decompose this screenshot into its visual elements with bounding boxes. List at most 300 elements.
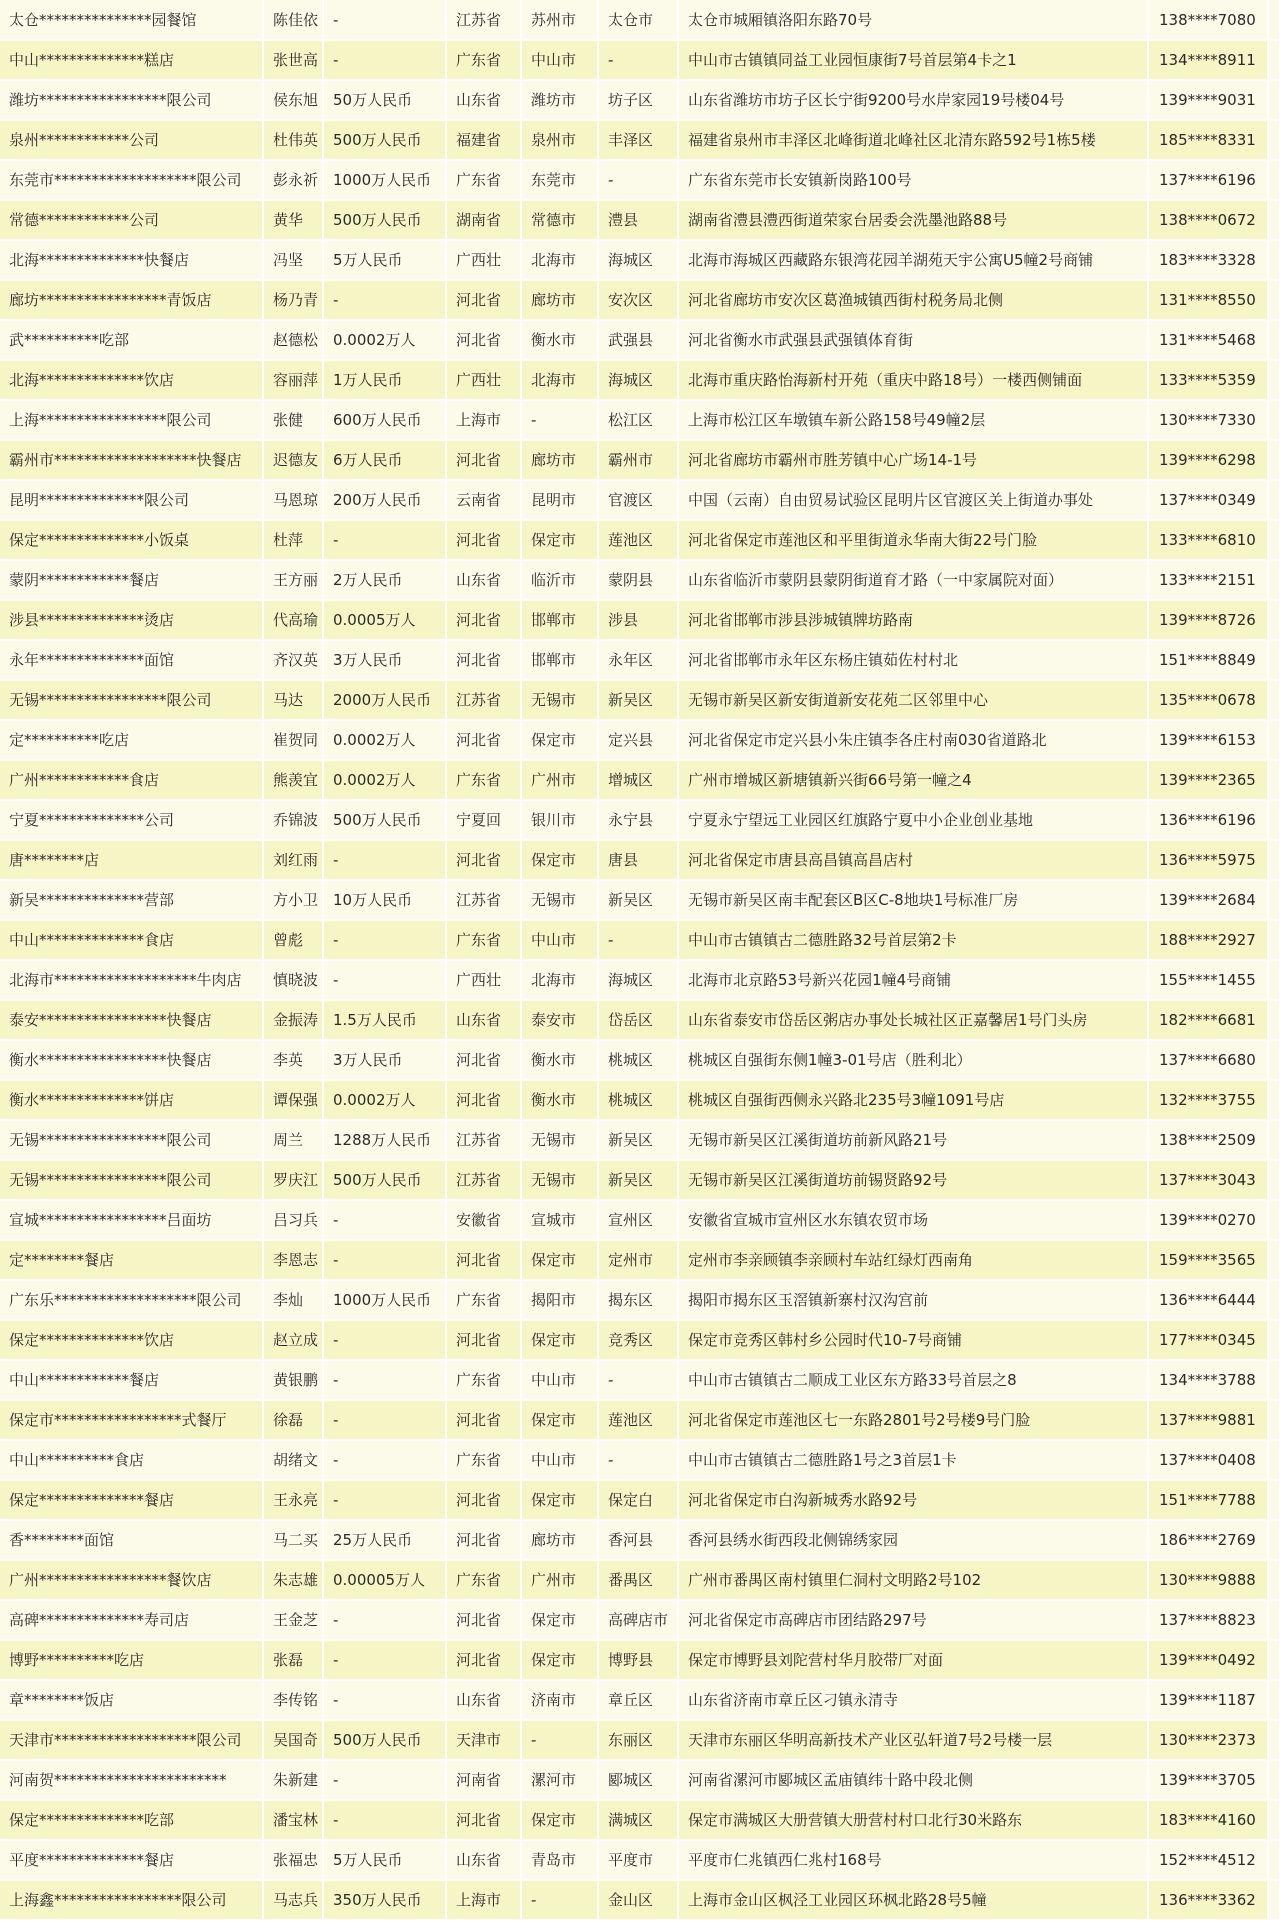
registered-capital-cell: 0.0005万人 xyxy=(323,600,446,640)
district-cell: 海城区 xyxy=(598,960,678,1000)
company-name-cell: 泰安*****************快餐店 xyxy=(0,1000,263,1040)
address-cell: 桃城区自强街西侧永兴路北235号3幢1091号店 xyxy=(678,1080,1148,1120)
registered-capital-cell: - xyxy=(323,0,446,40)
address-cell: 北海市北京路53号新兴花园1幢4号商铺 xyxy=(678,960,1148,1000)
address-cell: 中山市古镇镇古二德胜路32号首层第2卡 xyxy=(678,920,1148,960)
phone-cell: 139****9031 xyxy=(1148,80,1268,120)
address-cell: 中山市古镇镇同益工业园恒康街7号首层第4卡之1 xyxy=(678,40,1148,80)
city-cell: 北海市 xyxy=(521,960,598,1000)
table-row xyxy=(0,640,1280,680)
row-spacer xyxy=(1268,400,1280,440)
row-spacer xyxy=(1268,1040,1280,1080)
phone-cell: 139****0270 xyxy=(1148,1200,1268,1240)
address-cell: 北海市海城区西藏路东银湾花园羊湖苑天宇公寓U5幢2号商铺 xyxy=(678,240,1148,280)
registered-capital-cell: 0.0002万人 xyxy=(323,1080,446,1120)
province-cell: 山东省 xyxy=(446,1840,521,1880)
phone-cell: 139****8726 xyxy=(1148,600,1268,640)
phone-cell: 139****1187 xyxy=(1148,1680,1268,1720)
district-cell: 新吴区 xyxy=(598,1160,678,1200)
contact-name-cell: 冯坚 xyxy=(263,240,323,280)
row-spacer xyxy=(1268,880,1280,920)
contact-name-cell: 马志兵 xyxy=(263,1880,323,1920)
phone-cell: 133****6810 xyxy=(1148,520,1268,560)
phone-cell: 137****0408 xyxy=(1148,1440,1268,1480)
address-cell: 河北省保定市莲池区和平里街道永华南大街22号门脸 xyxy=(678,520,1148,560)
company-name-cell: 北海**************快餐店 xyxy=(0,240,263,280)
company-name-cell: 保定**************饮店 xyxy=(0,1320,263,1360)
table-row xyxy=(0,0,1280,40)
contact-name-cell: 张世高 xyxy=(263,40,323,80)
city-cell: 保定市 xyxy=(521,1320,598,1360)
contact-name-cell: 乔锦波 xyxy=(263,800,323,840)
table-row xyxy=(0,1320,1280,1360)
row-spacer xyxy=(1268,1600,1280,1640)
registered-capital-cell: - xyxy=(323,520,446,560)
address-cell: 山东省济南市章丘区刁镇永清寺 xyxy=(678,1680,1148,1720)
table-row xyxy=(0,1240,1280,1280)
company-name-cell: 潍坊*****************限公司 xyxy=(0,80,263,120)
city-cell: 青岛市 xyxy=(521,1840,598,1880)
city-cell: 衡水市 xyxy=(521,1040,598,1080)
contact-name-cell: 王方丽 xyxy=(263,560,323,600)
address-cell: 河北省邯郸市永年区东杨庄镇茹佐村村北 xyxy=(678,640,1148,680)
province-cell: 河北省 xyxy=(446,640,521,680)
contact-name-cell: 慎晓波 xyxy=(263,960,323,1000)
city-cell: 邯郸市 xyxy=(521,640,598,680)
city-cell: 保定市 xyxy=(521,1240,598,1280)
city-cell: 东莞市 xyxy=(521,160,598,200)
contact-name-cell: 潘宝林 xyxy=(263,1800,323,1840)
registered-capital-cell: - xyxy=(323,1640,446,1680)
contact-name-cell: 吕习兵 xyxy=(263,1200,323,1240)
province-cell: 河北省 xyxy=(446,320,521,360)
company-name-cell: 上海*****************限公司 xyxy=(0,400,263,440)
company-name-cell: 东莞市*******************限公司 xyxy=(0,160,263,200)
company-name-cell: 廊坊*****************青饭店 xyxy=(0,280,263,320)
company-name-cell: 广东乐*******************限公司 xyxy=(0,1280,263,1320)
row-spacer xyxy=(1268,920,1280,960)
province-cell: 安徽省 xyxy=(446,1200,521,1240)
phone-cell: 136****6444 xyxy=(1148,1280,1268,1320)
row-spacer xyxy=(1268,1680,1280,1720)
registered-capital-cell: 0.00005万人 xyxy=(323,1560,446,1600)
province-cell: 福建省 xyxy=(446,120,521,160)
company-name-cell: 章********饭店 xyxy=(0,1680,263,1720)
row-spacer xyxy=(1268,120,1280,160)
registered-capital-cell: 500万人民币 xyxy=(323,120,446,160)
address-cell: 保定市满城区大册营镇大册营村村口北行30米路东 xyxy=(678,1800,1148,1840)
table-row xyxy=(0,920,1280,960)
province-cell: 河北省 xyxy=(446,520,521,560)
district-cell: 定州市 xyxy=(598,1240,678,1280)
address-cell: 中山市古镇镇古二顺成工业区东方路33号首层之8 xyxy=(678,1360,1148,1400)
registered-capital-cell: - xyxy=(323,1480,446,1520)
province-cell: 江苏省 xyxy=(446,0,521,40)
city-cell: 保定市 xyxy=(521,1480,598,1520)
city-cell: 保定市 xyxy=(521,1640,598,1680)
district-cell: 丰泽区 xyxy=(598,120,678,160)
phone-cell: 139****2684 xyxy=(1148,880,1268,920)
contact-name-cell: 李灿 xyxy=(263,1280,323,1320)
row-spacer xyxy=(1268,360,1280,400)
contact-name-cell: 容丽萍 xyxy=(263,360,323,400)
company-name-cell: 永年**************面馆 xyxy=(0,640,263,680)
contact-name-cell: 金振涛 xyxy=(263,1000,323,1040)
row-spacer xyxy=(1268,80,1280,120)
province-cell: 江苏省 xyxy=(446,1160,521,1200)
province-cell: 江苏省 xyxy=(446,1120,521,1160)
phone-cell: 188****2927 xyxy=(1148,920,1268,960)
province-cell: 上海市 xyxy=(446,400,521,440)
district-cell: 番禺区 xyxy=(598,1560,678,1600)
city-cell: 昆明市 xyxy=(521,480,598,520)
registered-capital-cell: - xyxy=(323,1400,446,1440)
company-name-cell: 天津市*******************限公司 xyxy=(0,1720,263,1760)
table-row xyxy=(0,1480,1280,1520)
district-cell: 永宁县 xyxy=(598,800,678,840)
city-cell: 潍坊市 xyxy=(521,80,598,120)
table-row xyxy=(0,1440,1280,1480)
contact-name-cell: 周兰 xyxy=(263,1120,323,1160)
registered-capital-cell: 1万人民币 xyxy=(323,360,446,400)
company-name-cell: 中山**********食店 xyxy=(0,1440,263,1480)
company-name-cell: 唐********店 xyxy=(0,840,263,880)
row-spacer xyxy=(1268,600,1280,640)
row-spacer xyxy=(1268,960,1280,1000)
contact-name-cell: 赵立成 xyxy=(263,1320,323,1360)
address-cell: 河北省保定市唐县高昌镇高昌店村 xyxy=(678,840,1148,880)
contact-name-cell: 张福忠 xyxy=(263,1840,323,1880)
district-cell: 蒙阴县 xyxy=(598,560,678,600)
registered-capital-cell: 1000万人民币 xyxy=(323,160,446,200)
table-row xyxy=(0,520,1280,560)
address-cell: 河北省保定市莲池区七一东路2801号2号楼9号门脸 xyxy=(678,1400,1148,1440)
company-name-cell: 广州*****************餐饮店 xyxy=(0,1560,263,1600)
phone-cell: 138****2509 xyxy=(1148,1120,1268,1160)
city-cell: 保定市 xyxy=(521,520,598,560)
registered-capital-cell: 500万人民币 xyxy=(323,1160,446,1200)
district-cell: 增城区 xyxy=(598,760,678,800)
city-cell: 廊坊市 xyxy=(521,440,598,480)
table-row xyxy=(0,1760,1280,1800)
address-cell: 天津市东丽区华明高新技术产业区弘轩道7号2号楼一层 xyxy=(678,1720,1148,1760)
row-spacer xyxy=(1268,1800,1280,1840)
address-cell: 湖南省澧县澧西街道荣家台居委会洗墨池路88号 xyxy=(678,200,1148,240)
district-cell: 新吴区 xyxy=(598,880,678,920)
district-cell: 宣州区 xyxy=(598,1200,678,1240)
table-row xyxy=(0,1720,1280,1760)
province-cell: 广东省 xyxy=(446,1360,521,1400)
city-cell: 保定市 xyxy=(521,840,598,880)
table-row xyxy=(0,1840,1280,1880)
city-cell: 保定市 xyxy=(521,720,598,760)
contact-name-cell: 杜萍 xyxy=(263,520,323,560)
district-cell: 定兴县 xyxy=(598,720,678,760)
province-cell: 河北省 xyxy=(446,1640,521,1680)
district-cell: 高碑店市 xyxy=(598,1600,678,1640)
address-cell: 河北省廊坊市安次区葛渔城镇西街村税务局北侧 xyxy=(678,280,1148,320)
table-row xyxy=(0,240,1280,280)
address-cell: 平度市仁兆镇西仁兆村168号 xyxy=(678,1840,1148,1880)
table-row xyxy=(0,1600,1280,1640)
phone-cell: 139****0492 xyxy=(1148,1640,1268,1680)
phone-cell: 133****5359 xyxy=(1148,360,1268,400)
contact-name-cell: 方小卫 xyxy=(263,880,323,920)
district-cell: 香河县 xyxy=(598,1520,678,1560)
contact-name-cell: 张磊 xyxy=(263,1640,323,1680)
row-spacer xyxy=(1268,160,1280,200)
phone-cell: 130****9888 xyxy=(1148,1560,1268,1600)
table-row xyxy=(0,1360,1280,1400)
phone-cell: 155****1455 xyxy=(1148,960,1268,1000)
city-cell: 中山市 xyxy=(521,40,598,80)
contact-name-cell: 罗庆江 xyxy=(263,1160,323,1200)
company-name-cell: 广州************食店 xyxy=(0,760,263,800)
city-cell: 常德市 xyxy=(521,200,598,240)
contact-name-cell: 马二买 xyxy=(263,1520,323,1560)
contact-name-cell: 王永亮 xyxy=(263,1480,323,1520)
row-spacer xyxy=(1268,1720,1280,1760)
province-cell: 宁夏回 xyxy=(446,800,521,840)
table-row xyxy=(0,400,1280,440)
row-spacer xyxy=(1268,640,1280,680)
phone-cell: 183****4160 xyxy=(1148,1800,1268,1840)
province-cell: 天津市 xyxy=(446,1720,521,1760)
row-spacer xyxy=(1268,480,1280,520)
phone-cell: 133****2151 xyxy=(1148,560,1268,600)
contact-name-cell: 张健 xyxy=(263,400,323,440)
table-row xyxy=(0,840,1280,880)
row-spacer xyxy=(1268,440,1280,480)
phone-cell: 177****0345 xyxy=(1148,1320,1268,1360)
address-cell: 中国（云南）自由贸易试验区昆明片区官渡区关上街道办事处 xyxy=(678,480,1148,520)
address-cell: 北海市重庆路怡海新村开苑（重庆中路18号）一楼西侧铺面 xyxy=(678,360,1148,400)
district-cell: 揭东区 xyxy=(598,1280,678,1320)
contact-name-cell: 胡绪文 xyxy=(263,1440,323,1480)
address-cell: 山东省潍坊市坊子区长宁街9200号水岸家园19号楼04号 xyxy=(678,80,1148,120)
row-spacer xyxy=(1268,40,1280,80)
registered-capital-cell: 5万人民币 xyxy=(323,240,446,280)
registered-capital-cell: - xyxy=(323,1240,446,1280)
address-cell: 保定市竞秀区韩村乡公园时代10-7号商铺 xyxy=(678,1320,1148,1360)
contact-name-cell: 曾彪 xyxy=(263,920,323,960)
city-cell: 银川市 xyxy=(521,800,598,840)
district-cell: 莲池区 xyxy=(598,520,678,560)
company-name-cell: 涉县**************烫店 xyxy=(0,600,263,640)
registered-capital-cell: 1288万人民币 xyxy=(323,1120,446,1160)
company-name-cell: 保定市*****************式餐厅 xyxy=(0,1400,263,1440)
city-cell: 泉州市 xyxy=(521,120,598,160)
phone-cell: 139****3705 xyxy=(1148,1760,1268,1800)
row-spacer xyxy=(1268,1000,1280,1040)
contact-name-cell: 刘红雨 xyxy=(263,840,323,880)
address-cell: 上海市松江区车墩镇车新公路158号49幢2层 xyxy=(678,400,1148,440)
registered-capital-cell: - xyxy=(323,280,446,320)
city-cell: 无锡市 xyxy=(521,880,598,920)
phone-cell: 183****3328 xyxy=(1148,240,1268,280)
table-row xyxy=(0,320,1280,360)
city-cell: 保定市 xyxy=(521,1400,598,1440)
district-cell: 郾城区 xyxy=(598,1760,678,1800)
table-row xyxy=(0,480,1280,520)
registered-capital-cell: 350万人民币 xyxy=(323,1880,446,1920)
city-cell: 广州市 xyxy=(521,760,598,800)
phone-cell: 132****3755 xyxy=(1148,1080,1268,1120)
row-spacer xyxy=(1268,200,1280,240)
city-cell: 济南市 xyxy=(521,1680,598,1720)
table-row xyxy=(0,1120,1280,1160)
row-spacer xyxy=(1268,1840,1280,1880)
registered-capital-cell: - xyxy=(323,1200,446,1240)
contact-name-cell: 王金芝 xyxy=(263,1600,323,1640)
city-cell: 邯郸市 xyxy=(521,600,598,640)
phone-cell: 136****6196 xyxy=(1148,800,1268,840)
contact-name-cell: 朱志雄 xyxy=(263,1560,323,1600)
contact-name-cell: 齐汉英 xyxy=(263,640,323,680)
registered-capital-cell: 0.0002万人 xyxy=(323,760,446,800)
district-cell: 平度市 xyxy=(598,1840,678,1880)
province-cell: 广东省 xyxy=(446,920,521,960)
district-cell: 永年区 xyxy=(598,640,678,680)
province-cell: 河北省 xyxy=(446,1240,521,1280)
province-cell: 河北省 xyxy=(446,1080,521,1120)
row-spacer xyxy=(1268,800,1280,840)
province-cell: 河北省 xyxy=(446,440,521,480)
registered-capital-cell: 0.0002万人 xyxy=(323,720,446,760)
row-spacer xyxy=(1268,1440,1280,1480)
registered-capital-cell: - xyxy=(323,1360,446,1400)
company-name-cell: 中山**************食店 xyxy=(0,920,263,960)
company-name-cell: 无锡*****************限公司 xyxy=(0,680,263,720)
phone-cell: 182****6681 xyxy=(1148,1000,1268,1040)
contact-name-cell: 迟德友 xyxy=(263,440,323,480)
city-cell: 保定市 xyxy=(521,1800,598,1840)
city-cell: - xyxy=(521,400,598,440)
address-cell: 无锡市新吴区江溪街道坊前新风路21号 xyxy=(678,1120,1148,1160)
province-cell: 山东省 xyxy=(446,560,521,600)
registered-capital-cell: - xyxy=(323,1800,446,1840)
phone-cell: 152****4512 xyxy=(1148,1840,1268,1880)
row-spacer xyxy=(1268,1560,1280,1600)
company-name-cell: 宣城*****************吕面坊 xyxy=(0,1200,263,1240)
row-spacer xyxy=(1268,1640,1280,1680)
province-cell: 广东省 xyxy=(446,760,521,800)
phone-cell: 186****2769 xyxy=(1148,1520,1268,1560)
row-spacer xyxy=(1268,720,1280,760)
registered-capital-cell: 500万人民币 xyxy=(323,1720,446,1760)
province-cell: 江苏省 xyxy=(446,680,521,720)
address-cell: 河北省保定市定兴县小朱庄镇李各庄村南030省道路北 xyxy=(678,720,1148,760)
province-cell: 湖南省 xyxy=(446,200,521,240)
row-spacer xyxy=(1268,0,1280,40)
city-cell: 无锡市 xyxy=(521,680,598,720)
registered-capital-cell: 2000万人民币 xyxy=(323,680,446,720)
table-row xyxy=(0,720,1280,760)
table-row xyxy=(0,160,1280,200)
district-cell: - xyxy=(598,1360,678,1400)
registered-capital-cell: 200万人民币 xyxy=(323,480,446,520)
registered-capital-cell: 0.0002万人 xyxy=(323,320,446,360)
registered-capital-cell: - xyxy=(323,960,446,1000)
table-row xyxy=(0,280,1280,320)
registered-capital-cell: 1.5万人民币 xyxy=(323,1000,446,1040)
registered-capital-cell: - xyxy=(323,1680,446,1720)
province-cell: 河北省 xyxy=(446,1600,521,1640)
row-spacer xyxy=(1268,1400,1280,1440)
phone-cell: 137****3043 xyxy=(1148,1160,1268,1200)
registered-capital-cell: - xyxy=(323,840,446,880)
address-cell: 中山市古镇镇古二德胜路1号之3首层1卡 xyxy=(678,1440,1148,1480)
address-cell: 河北省衡水市武强县武强镇体育街 xyxy=(678,320,1148,360)
city-cell: 保定市 xyxy=(521,1600,598,1640)
contact-name-cell: 黄银鹏 xyxy=(263,1360,323,1400)
address-cell: 无锡市新吴区南丰配套区B区C-8地块1号标准厂房 xyxy=(678,880,1148,920)
city-cell: 泰安市 xyxy=(521,1000,598,1040)
district-cell: 岱岳区 xyxy=(598,1000,678,1040)
district-cell: 安次区 xyxy=(598,280,678,320)
phone-cell: 136****5975 xyxy=(1148,840,1268,880)
district-cell: 澧县 xyxy=(598,200,678,240)
phone-cell: 134****3788 xyxy=(1148,1360,1268,1400)
address-cell: 广州市增城区新塘镇新兴街66号第一幢之4 xyxy=(678,760,1148,800)
company-name-cell: 泉州************公司 xyxy=(0,120,263,160)
registered-capital-cell: 6万人民币 xyxy=(323,440,446,480)
address-cell: 宁夏永宁望远工业园区红旗路宁夏中小企业创业基地 xyxy=(678,800,1148,840)
registered-capital-cell: 10万人民币 xyxy=(323,880,446,920)
table-row xyxy=(0,1040,1280,1080)
city-cell: 临沂市 xyxy=(521,560,598,600)
province-cell: 云南省 xyxy=(446,480,521,520)
registered-capital-cell: 600万人民币 xyxy=(323,400,446,440)
district-cell: 保定白 xyxy=(598,1480,678,1520)
phone-cell: 137****8823 xyxy=(1148,1600,1268,1640)
phone-cell: 137****9881 xyxy=(1148,1400,1268,1440)
address-cell: 河北省保定市高碑店市团结路297号 xyxy=(678,1600,1148,1640)
province-cell: 河北省 xyxy=(446,1320,521,1360)
district-cell: - xyxy=(598,160,678,200)
district-cell: 博野县 xyxy=(598,1640,678,1680)
city-cell: 苏州市 xyxy=(521,0,598,40)
table-row xyxy=(0,960,1280,1000)
contact-name-cell: 马恩琼 xyxy=(263,480,323,520)
address-cell: 广东省东莞市长安镇新岗路100号 xyxy=(678,160,1148,200)
address-cell: 保定市博野县刘陀营村华月胶带厂对面 xyxy=(678,1640,1148,1680)
registered-capital-cell: 2万人民币 xyxy=(323,560,446,600)
province-cell: 河北省 xyxy=(446,1480,521,1520)
row-spacer xyxy=(1268,680,1280,720)
phone-cell: 130****7330 xyxy=(1148,400,1268,440)
table-row xyxy=(0,760,1280,800)
phone-cell: 139****2365 xyxy=(1148,760,1268,800)
address-cell: 无锡市新吴区江溪街道坊前锡贤路92号 xyxy=(678,1160,1148,1200)
district-cell: 涉县 xyxy=(598,600,678,640)
address-cell: 揭阳市揭东区玉滘镇新寨村汉沟宫前 xyxy=(678,1280,1148,1320)
table-row xyxy=(0,40,1280,80)
contact-name-cell: 杜伟英 xyxy=(263,120,323,160)
company-name-cell: 中山**************糕店 xyxy=(0,40,263,80)
province-cell: 河北省 xyxy=(446,1800,521,1840)
table-row xyxy=(0,1400,1280,1440)
table-row xyxy=(0,1000,1280,1040)
address-cell: 定州市李亲顾镇李亲顾村车站红绿灯西南角 xyxy=(678,1240,1148,1280)
row-spacer xyxy=(1268,1320,1280,1360)
contact-name-cell: 崔贺同 xyxy=(263,720,323,760)
registered-capital-cell: 50万人民币 xyxy=(323,80,446,120)
phone-cell: 159****3565 xyxy=(1148,1240,1268,1280)
district-cell: 唐县 xyxy=(598,840,678,880)
table-row xyxy=(0,800,1280,840)
province-cell: 河北省 xyxy=(446,720,521,760)
